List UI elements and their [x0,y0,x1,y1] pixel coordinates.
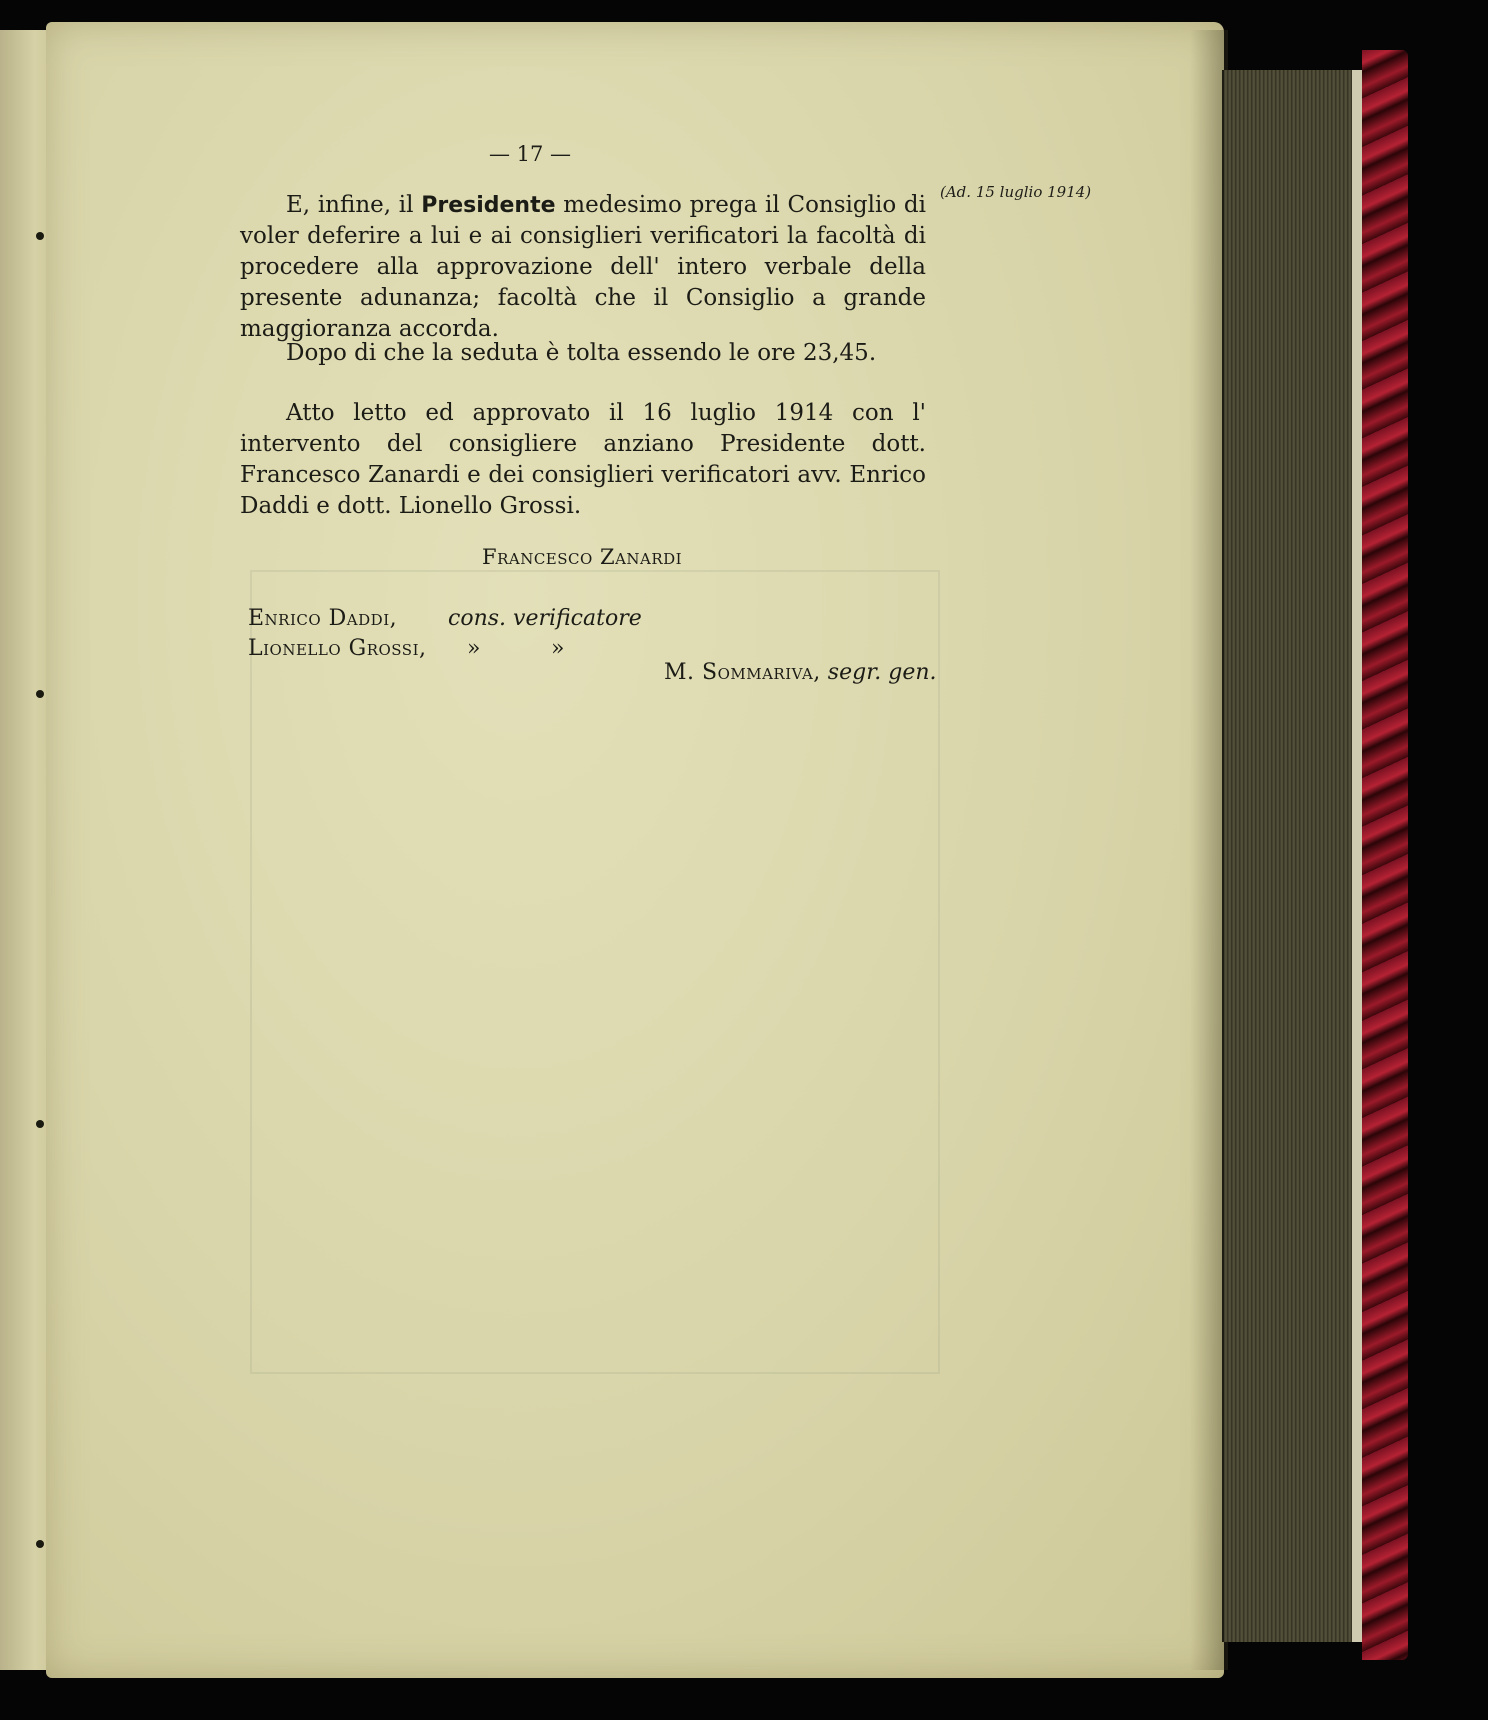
binding-hole [36,1540,44,1548]
paragraph-text: medesimo prega il Consiglio di voler deferire a lui e ai consiglieri verificatori la facoltà di procedere alla approvazione dell' intero verbale della presente adunanza; facoltà che il Consiglio a grande maggioranza accorda. [240,192,926,342]
facing-page-edge [0,30,52,1670]
presidente-bold: Presidente [421,193,556,218]
margin-date-note: (Ad. 15 luglio 1914) [940,183,1092,201]
binding-hole [36,232,44,240]
paragraph-approval: Atto letto ed approvato il 16 luglio 1914 con l' intervento del consigliere anziano Presidente dott. Francesco Zanardi e dei consiglieri verificatori avv. Enrico Daddi e dott. Lionello Grossi. [240,400,926,519]
signature-daddi-role: cons. verificatore [448,606,642,631]
bleed-through-table [250,570,940,1374]
signature-grossi: Lionello Grossi, [248,636,427,661]
book-page-edges [1222,70,1362,1642]
signature-secretary [664,660,937,685]
secretary-role: segr. gen. [827,660,937,685]
signature-president: Francesco Zanardi [482,545,683,569]
secretary-name: M. Sommariva, [664,660,821,685]
book-edge-strip [1352,70,1362,1642]
signature-daddi: Enrico Daddi, [248,606,398,631]
paragraph-final-request [240,190,926,345]
paragraph-text: E, infine, il [286,192,422,218]
ditto-mark: » [467,636,481,661]
binding-hole [36,1120,44,1128]
paragraph-session-closed: Dopo di che la seduta è tolta essendo le ore 23,45. [286,340,877,366]
page-number: — 17 — [488,142,572,166]
binding-hole [36,690,44,698]
marbled-cover [1362,50,1408,1660]
ditto-mark: » [551,636,565,661]
